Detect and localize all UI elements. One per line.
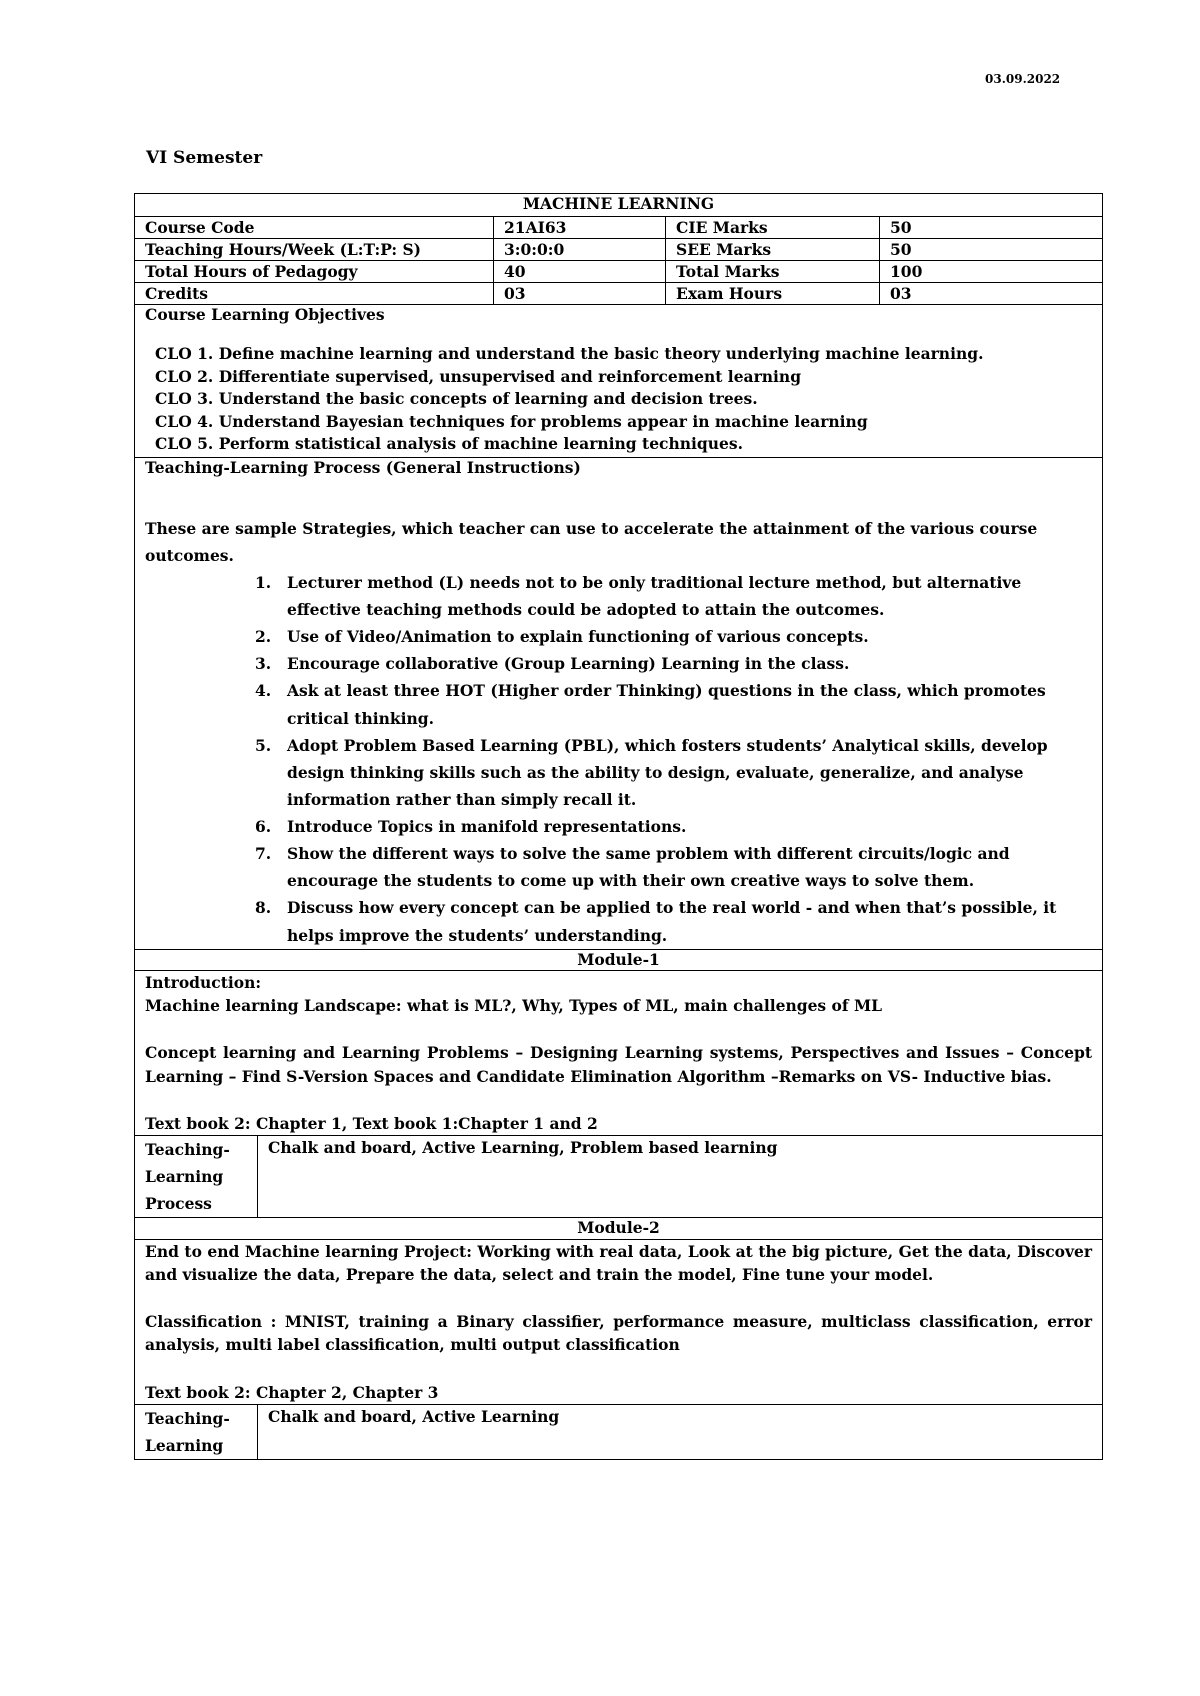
strategy-text: Discuss how every concept can be applied to the real world - and when that’s possible, it helps improve the students’ understanding.: [287, 898, 1057, 945]
strategy-item: [255, 840, 1092, 894]
module-1-heading: Module-1: [135, 950, 1103, 971]
module-1-tlp-value: Chalk and board, Active Learning, Problem based learning: [258, 1136, 1103, 1218]
teaching-process-heading: Teaching-Learning Process (General Instructions): [145, 458, 581, 478]
strategy-number: 6.: [255, 817, 272, 836]
pedagogy-hours-label: Total Hours of Pedagogy: [135, 261, 494, 283]
objective-item: CLO 3. Understand the basic concepts of learning and decision trees.: [155, 389, 758, 409]
strategy-number: 8.: [255, 898, 272, 918]
objectives-section: [135, 305, 1103, 458]
syllabus-document: [134, 193, 1102, 1460]
strategy-number: 7.: [255, 844, 272, 864]
module-1-textbook: Text book 2: Chapter 1, Text book 1:Chapter 1 and 2: [145, 1113, 598, 1133]
module-1-intro-text: Machine learning Landscape: what is ML?, Why, Types of ML, main challenges of ML: [145, 996, 883, 1016]
strategy-number: 2.: [255, 627, 272, 647]
objectives-heading: Course Learning Objectives: [145, 305, 385, 324]
strategy-item: [255, 623, 1092, 650]
strategy-item: [255, 569, 1092, 623]
exam-hours-label: Exam Hours: [666, 283, 880, 305]
objective-item: CLO 4. Understand Bayesian techniques for problems appear in machine learning: [155, 411, 868, 431]
objective-item: CLO 5. Perform statistical analysis of machine learning techniques.: [155, 434, 744, 454]
semester-title: VI Semester: [146, 148, 263, 168]
strategy-text: Use of Video/Animation to explain functioning of various concepts.: [287, 627, 869, 647]
module-2-tlp-value: Chalk and board, Active Learning: [258, 1404, 1103, 1459]
cie-marks-label: CIE Marks: [666, 217, 880, 239]
strategies-intro: These are sample Strategies, which teacher can use to accelerate the attainment of the various course outcomes.: [145, 518, 1038, 565]
strategy-text: Introduce Topics in manifold representations.: [287, 817, 687, 836]
module-2-heading: Module-2: [135, 1218, 1103, 1239]
total-marks-label: Total Marks: [666, 261, 880, 283]
course-code-row: [135, 217, 1103, 239]
objectives-list: [145, 343, 1092, 455]
total-marks-value: 100: [880, 261, 1103, 283]
module-1-concept-text: Concept learning and Learning Problems – Designing Learning systems, Perspectives and Issues – Concept Learning – Find S-Version Spaces and Candidate Elimination Algorithm –Remarks on VS- Inductive bias.: [145, 1043, 1093, 1086]
strategy-text: Lecturer method (L) needs not to be only traditional lecture method, but alternative effective teaching methods could be adopted to attain the outcomes.: [287, 572, 1022, 619]
strategy-text: Ask at least three HOT (Higher order Thinking) questions in the class, which promotes critical thinking.: [287, 681, 1046, 728]
module-1-table: [134, 950, 1103, 1219]
strategy-text: Encourage collaborative (Group Learning) Learning in the class.: [287, 654, 850, 674]
module-2-project-text: End to end Machine learning Project: Working with real data, Look at the big picture, Get the data, Discover and visualize the data, Prepare the data, select and train the model, Fine tune your model.: [145, 1241, 1093, 1284]
strategy-text: Show the different ways to solve the same problem with different circuits/logic and encourage the students to come up with their own creative ways to solve them.: [287, 844, 1010, 891]
course-info-table: [134, 193, 1103, 950]
strategy-item: [255, 732, 1092, 813]
pedagogy-hours-row: [135, 261, 1103, 283]
strategy-number: 1.: [255, 572, 272, 592]
course-code-label: Course Code: [135, 217, 494, 239]
strategy-item: [255, 894, 1092, 948]
module-2-textbook: Text book 2: Chapter 2, Chapter 3: [145, 1382, 439, 1402]
module-2-tlp-label: Teaching-Learning: [135, 1404, 258, 1459]
module-1-intro-title: Introduction:: [145, 972, 262, 992]
see-marks-label: SEE Marks: [666, 239, 880, 261]
teaching-hours-value: 3:0:0:0: [494, 239, 666, 261]
spacer: [145, 1017, 1092, 1041]
module-1-content: [135, 970, 1103, 1135]
strategy-text: Adopt Problem Based Learning (PBL), which fosters students’ Analytical skills, develop design thinking skills such as the ability to design, evaluate, generalize, and analyse information rather than simply recall it.: [287, 735, 1048, 809]
spacer: [145, 1357, 1092, 1381]
strategy-number: 3.: [255, 654, 272, 674]
strategy-number: 4.: [255, 681, 272, 701]
strategy-item: [255, 813, 1092, 840]
objective-item: CLO 2. Differentiate supervised, unsupervised and reinforcement learning: [155, 366, 802, 386]
course-title: MACHINE LEARNING: [135, 194, 1103, 217]
cie-marks-value: 50: [880, 217, 1103, 239]
strategy-number: 5.: [255, 735, 272, 755]
strategy-item: [255, 650, 1092, 677]
objective-item: CLO 1. Define machine learning and understand the basic theory underlying machine learning.: [155, 344, 984, 364]
spacer: [145, 1286, 1092, 1310]
strategy-list: [145, 569, 1092, 949]
teaching-hours-row: [135, 239, 1103, 261]
course-code-value: 21AI63: [494, 217, 666, 239]
credits-row: [135, 283, 1103, 305]
module-1-tlp-label: Teaching-Learning Process: [135, 1136, 258, 1218]
module-2-classification-text: Classification : MNIST, training a Binary classifier, performance measure, multiclass classification, error analysis, multi label classification, multi output classification: [145, 1312, 1093, 1355]
exam-hours-value: 03: [880, 283, 1103, 305]
module-2-table: [134, 1218, 1103, 1460]
teaching-hours-label: Teaching Hours/Week (L:T:P: S): [135, 239, 494, 261]
module-2-content: [135, 1239, 1103, 1404]
see-marks-value: 50: [880, 239, 1103, 261]
credits-value: 03: [494, 283, 666, 305]
strategy-item: [255, 677, 1092, 731]
credits-label: Credits: [135, 283, 494, 305]
pedagogy-hours-value: 40: [494, 261, 666, 283]
teaching-process-section: [135, 458, 1103, 949]
spacer: [145, 1088, 1092, 1112]
document-date: 03.09.2022: [985, 72, 1061, 86]
